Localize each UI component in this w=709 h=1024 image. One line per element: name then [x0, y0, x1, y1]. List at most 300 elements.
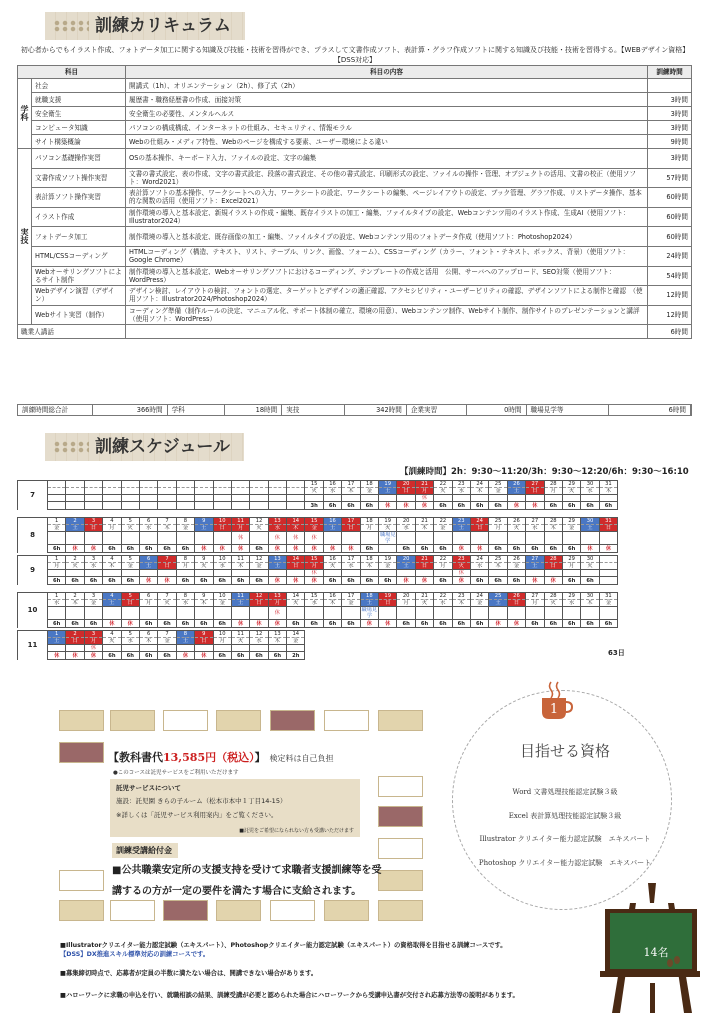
- qualification-item: Word 文書処理技能認定試験３級: [512, 788, 618, 796]
- weekday: 木: [139, 638, 157, 645]
- day-hours: 6h: [139, 652, 157, 660]
- weekday: 金: [507, 563, 525, 570]
- day-hours: 6h: [121, 652, 139, 660]
- day-hours: 休: [526, 577, 544, 585]
- day-hours: [231, 502, 249, 510]
- day-mark: [103, 532, 121, 545]
- weekday: 水: [48, 600, 66, 607]
- benefit-title: 訓練受講給付金: [112, 843, 178, 858]
- day-hours: 6h: [139, 620, 157, 628]
- day-hours: 6h: [599, 620, 617, 628]
- childcare-available-note: ●このコースは託児サービスをご利用いただけます: [113, 770, 239, 776]
- day-number: [176, 481, 194, 488]
- weekday: 火: [507, 525, 525, 532]
- day-number: 19: [379, 518, 397, 525]
- table-row: [18, 79, 692, 93]
- day-number: 15: [305, 481, 323, 488]
- day-hours: 6h: [139, 545, 157, 553]
- day-number: 3: [84, 556, 102, 563]
- day-mark: [195, 532, 213, 545]
- day-number: 27: [526, 593, 544, 600]
- weekday: 土: [360, 600, 378, 607]
- table-row: [18, 188, 692, 208]
- day-number: [599, 556, 617, 563]
- day-number: 2: [66, 518, 84, 525]
- tile: [59, 742, 104, 763]
- weekday: 月: [562, 563, 580, 570]
- day-mark: [176, 645, 194, 652]
- day-hours: [360, 652, 378, 660]
- schedule-section-title: 訓練スケジュール: [45, 433, 244, 461]
- day-number: 10: [213, 518, 231, 525]
- day-hours: 休: [581, 545, 599, 553]
- day-hours: 2h: [287, 652, 305, 660]
- weekday: 木: [470, 488, 488, 495]
- cell-subject: 職業人講話: [18, 325, 126, 339]
- cell-content: パソコンの構成構成、インターネットの仕組み、セキュリティ、情報モラル: [126, 121, 648, 135]
- weekday: 日: [84, 525, 102, 532]
- cell-hours: 3時間: [648, 149, 692, 169]
- weekday: 火: [379, 525, 397, 532]
- cell-content: 履歴書・職務経歴書の作成、面接対策: [126, 93, 648, 107]
- day-number: 9: [195, 518, 213, 525]
- day-mark: [470, 532, 488, 545]
- day-number: 16: [323, 481, 341, 488]
- table-row: [18, 93, 692, 107]
- weekday: 水: [397, 525, 415, 532]
- day-hours: 6h: [581, 620, 599, 628]
- weekday: 月: [544, 488, 562, 495]
- day-hours: [526, 652, 544, 660]
- weekday: 土: [103, 600, 121, 607]
- day-hours: 6h: [323, 502, 341, 510]
- dots-decoration-icon: [53, 20, 89, 32]
- day-number: 6: [139, 593, 157, 600]
- cell-hours: 3時間: [648, 93, 692, 107]
- day-mark: [250, 532, 268, 545]
- day-number: 12: [250, 518, 268, 525]
- day-mark: 職場見学: [379, 532, 396, 544]
- day-mark: [158, 607, 176, 620]
- day-mark: [397, 645, 415, 652]
- day-mark: [213, 532, 231, 545]
- weekday: 木: [287, 525, 305, 532]
- day-number: [526, 631, 544, 638]
- cell-content: 制作環境の導入と基本設定、Webオーサリングソフトにおけるコーディング、テンプレートの作成と活用 公開、サーバへのアップロード、SEO対策（使用ソフト：WordPress）: [126, 266, 648, 286]
- weekday: 日: [121, 600, 139, 607]
- day-mark: [103, 607, 121, 620]
- cell-content: 文書の書式設定、表の作成、文字の書式設定、段落の書式設定、その他の書式設定、印刷形式の設定、ファイルの操作・管理、オブジェクトの活用、文書の校正（使用ソフト：Word2021）: [126, 168, 648, 188]
- weekday: [489, 638, 507, 645]
- day-mark: [268, 495, 286, 502]
- cell-content: 制作環境の導入と基本設定、既存画像の加工・編集、ファイルタイプの設定、Webコンテンツ用のフォトデータ作成（使用ソフト：Photoshop2024）: [126, 227, 648, 247]
- weekday: [48, 488, 66, 495]
- calendar-month-9: [17, 555, 618, 585]
- cell-subject: 文書作成ソフト操作実習: [32, 168, 126, 188]
- day-number: [287, 481, 305, 488]
- weekday: 水: [268, 525, 286, 532]
- day-mark: [121, 607, 139, 620]
- total-value: 0時間: [467, 405, 527, 415]
- cell-hours: 60時間: [648, 227, 692, 247]
- day-hours: 6h: [581, 577, 599, 585]
- day-number: 13: [268, 518, 286, 525]
- month-label: 9: [18, 556, 48, 585]
- day-number: [139, 481, 157, 488]
- weekday: 火: [544, 600, 562, 607]
- day-number: [195, 481, 213, 488]
- day-hours: [84, 502, 102, 510]
- weekday: 日: [599, 525, 617, 532]
- day-mark: [231, 607, 249, 620]
- day-mark: [544, 570, 562, 577]
- day-mark: [562, 607, 580, 620]
- course-intro: 初心者からでもイラスト作成、フォトデータ加工に関する知識及び技能・技術を習得ができ、プラスして文書作成ソフト、表計算・グラフ作成ソフトに関する知識及び技能・技術を習得する。【WEBデザイン資格】【DSS対応】: [20, 46, 690, 64]
- cell-subject: イラスト作成: [32, 207, 126, 227]
- weekday: 日: [342, 525, 360, 532]
- weekday: 木: [360, 563, 378, 570]
- day-mark: [544, 495, 562, 502]
- cell-hours: 57時間: [648, 168, 692, 188]
- day-mark: [231, 495, 249, 502]
- day-hours: [599, 577, 617, 585]
- tile: [378, 838, 423, 859]
- day-mark: [176, 532, 194, 545]
- weekday: 木: [268, 638, 286, 645]
- day-mark: 休: [268, 532, 286, 545]
- cell-subject: 表計算ソフト操作実習: [32, 188, 126, 208]
- day-hours: [379, 652, 397, 660]
- day-mark: [470, 495, 488, 502]
- childcare-place: 施設：託児園 きらの子ルーム（松本市本中１丁目14-15）: [116, 797, 287, 805]
- weekday: 土: [452, 525, 470, 532]
- day-hours: 6h: [158, 652, 176, 660]
- weekday: 月: [360, 525, 378, 532]
- day-hours: 休: [66, 545, 84, 553]
- day-mark: [526, 607, 544, 620]
- day-hours: 休: [452, 577, 470, 585]
- textbook-fee: 【教科書代13,585円（税込）】 検定料は自己負担: [108, 751, 334, 764]
- day-mark: [397, 495, 415, 502]
- day-number: 10: [213, 593, 231, 600]
- tile: [270, 900, 315, 921]
- month-label: 7: [18, 481, 48, 510]
- day-hours: 6h: [452, 620, 470, 628]
- childcare-detail: ※詳しくは「託児サービス利用案内」をご覧ください。: [116, 811, 278, 819]
- day-number: 5: [121, 593, 139, 600]
- tile: [163, 900, 208, 921]
- day-number: 14: [287, 593, 305, 600]
- tile: [59, 710, 104, 731]
- qualification-circle: [452, 690, 672, 910]
- day-mark: [176, 495, 194, 502]
- weekday: 金: [213, 600, 231, 607]
- footer-line-1: ■Illustratorクリエイター能力認定試験（エキスパート）、Photoshopクリエイター能力認定試験（エキスパート）の資格取得を目指せる訓練コースです。 【DSS】DX推進スキル標準対応の訓練コースです。: [60, 942, 507, 958]
- day-number: 11: [231, 593, 249, 600]
- day-hours: 休: [268, 545, 286, 553]
- day-mark: [526, 645, 544, 652]
- table-row: [18, 325, 692, 339]
- cell-hours: 6時間: [648, 325, 692, 339]
- day-hours: 休: [231, 545, 249, 553]
- day-number: 29: [562, 518, 580, 525]
- tile: [216, 900, 261, 921]
- day-mark: 休: [84, 645, 102, 652]
- day-hours: 6h: [158, 545, 176, 553]
- day-number: 7: [158, 593, 176, 600]
- cell-hours: 12時間: [648, 305, 692, 325]
- day-mark: [48, 495, 66, 502]
- day-mark: [66, 645, 84, 652]
- weekday: 水: [305, 600, 323, 607]
- table-row: [18, 227, 692, 247]
- weekday: 火: [415, 600, 433, 607]
- table-row: [18, 107, 692, 121]
- day-mark: [544, 532, 562, 545]
- day-number: 24: [470, 481, 488, 488]
- weekday: [415, 638, 433, 645]
- weekday: [397, 638, 415, 645]
- day-number: 22: [434, 518, 452, 525]
- day-hours: [213, 502, 231, 510]
- total-item: [18, 405, 168, 415]
- weekday: 火: [305, 488, 323, 495]
- tile: [378, 900, 423, 921]
- cell-subject: HTML/CSSコーディング: [32, 246, 126, 266]
- tile: [324, 900, 369, 921]
- day-hours: 6h: [250, 545, 268, 553]
- day-mark: [139, 607, 157, 620]
- weekday: 金: [562, 525, 580, 532]
- day-mark: [323, 532, 341, 545]
- day-mark: 休: [305, 532, 323, 545]
- day-mark: [158, 532, 176, 545]
- day-number: 23: [452, 481, 470, 488]
- day-mark: [103, 495, 121, 502]
- day-mark: [103, 570, 121, 577]
- day-number: [213, 481, 231, 488]
- day-hours: [415, 652, 433, 660]
- weekday: 木: [231, 563, 249, 570]
- weekday: 月: [213, 638, 231, 645]
- curriculum-table: [17, 65, 692, 339]
- weekday: 日: [250, 600, 268, 607]
- cell-hours: 3時間: [648, 121, 692, 135]
- weekday: 金: [599, 600, 617, 607]
- calendar-month-7: [17, 480, 618, 510]
- day-hours: 6h: [195, 620, 213, 628]
- day-number: 24: [470, 593, 488, 600]
- tile: [378, 806, 423, 827]
- day-number: [66, 481, 84, 488]
- day-mark: 職場見学: [361, 607, 378, 619]
- day-hours: 6h: [176, 620, 194, 628]
- day-mark: 休: [415, 495, 433, 502]
- day-hours: 6h: [397, 545, 415, 553]
- weekday: 火: [323, 563, 341, 570]
- day-number: [158, 481, 176, 488]
- day-hours: 6h: [434, 502, 452, 510]
- day-mark: [360, 532, 378, 545]
- day-number: 26: [507, 518, 525, 525]
- weekday: 日: [66, 638, 84, 645]
- weekday: [562, 638, 580, 645]
- weekday: [342, 638, 360, 645]
- table-row: [18, 121, 692, 135]
- day-mark: [287, 645, 305, 652]
- day-hours: 6h: [562, 502, 580, 510]
- total-value: 18時間: [225, 405, 282, 415]
- day-hours: [66, 502, 84, 510]
- weekday: 日: [379, 600, 397, 607]
- day-mark: [121, 532, 139, 545]
- day-hours: [581, 652, 599, 660]
- day-mark: [397, 570, 415, 577]
- day-mark: [360, 495, 378, 502]
- weekday: 木: [342, 488, 360, 495]
- weekday: 水: [323, 488, 341, 495]
- day-hours: 休: [507, 620, 525, 628]
- day-hours: 6h: [342, 502, 360, 510]
- weekday: 土: [139, 563, 157, 570]
- day-mark: [268, 570, 286, 577]
- day-number: 20: [397, 518, 415, 525]
- day-number: 5: [121, 631, 139, 638]
- tile: [216, 710, 261, 731]
- day-hours: 6h: [470, 577, 488, 585]
- day-number: 13: [268, 556, 286, 563]
- tile: [163, 710, 208, 731]
- qualification-item: Excel 表計算処理技能認定試験３級: [508, 812, 622, 820]
- day-hours: 休: [323, 545, 341, 553]
- day-hours: 6h: [489, 502, 507, 510]
- month-label: 8: [18, 518, 48, 553]
- weekday: 土: [66, 525, 84, 532]
- day-number: [544, 631, 562, 638]
- day-number: 30: [581, 556, 599, 563]
- day-number: 15: [305, 518, 323, 525]
- day-hours: 休: [379, 502, 397, 510]
- day-number: 26: [507, 481, 525, 488]
- weekday: 水: [562, 600, 580, 607]
- weekday: [599, 563, 617, 570]
- total-item: [282, 405, 407, 415]
- day-hours: 休: [158, 577, 176, 585]
- day-number: 9: [195, 556, 213, 563]
- weekday: 水: [434, 600, 452, 607]
- day-hours: 休: [103, 620, 121, 628]
- day-number: 28: [544, 518, 562, 525]
- day-hours: [470, 652, 488, 660]
- day-number: 9: [195, 631, 213, 638]
- day-number: [103, 481, 121, 488]
- day-mark: [342, 570, 360, 577]
- total-label: 職場見学等: [526, 405, 608, 415]
- day-hours: 6h: [103, 652, 121, 660]
- weekday: 木: [158, 525, 176, 532]
- day-hours: [268, 502, 286, 510]
- day-hours: 休: [305, 577, 323, 585]
- day-hours: [323, 652, 341, 660]
- weekday: [379, 638, 397, 645]
- day-mark: [231, 645, 249, 652]
- day-number: 12: [250, 593, 268, 600]
- day-mark: [526, 570, 544, 577]
- day-number: 24: [470, 556, 488, 563]
- day-hours: 休: [379, 620, 397, 628]
- tile: [378, 870, 423, 891]
- day-number: 2: [66, 631, 84, 638]
- tile: [59, 870, 104, 891]
- weekday: 火: [581, 563, 599, 570]
- day-mark: [415, 532, 433, 545]
- day-number: 19: [379, 481, 397, 488]
- day-mark: [562, 645, 580, 652]
- weekday: 金: [48, 525, 66, 532]
- day-hours: 6h: [195, 577, 213, 585]
- weekday: 月: [176, 563, 194, 570]
- day-number: 22: [434, 481, 452, 488]
- cell-content: 表計算ソフトの基本操作、ワークシートへの入力、ワークシートの設定、ワークシートの編集、ページレイアウトの設定、ブック管理、グラフ作成、リストデータ操作、基本的な関数の活用（使用ソフト：Excel2021）: [126, 188, 648, 208]
- footer-line-2: ■募集締切時点で、応募者が定員の半数に満たない場合は、開講できない場合があります。: [60, 970, 318, 977]
- weekday: 土: [323, 525, 341, 532]
- weekday: [176, 488, 194, 495]
- coffee-cup-icon: [537, 680, 573, 720]
- day-hours: 休: [287, 545, 305, 553]
- weekday: 月: [48, 563, 66, 570]
- day-number: [581, 631, 599, 638]
- tile: [110, 900, 155, 921]
- day-number: [84, 481, 102, 488]
- header-hours: 訓練時間: [648, 66, 692, 79]
- weekday: 木: [66, 600, 84, 607]
- day-number: 4: [103, 631, 121, 638]
- weekday: [599, 638, 617, 645]
- day-mark: [581, 607, 599, 620]
- table-row: [18, 266, 692, 286]
- weekday: 木: [323, 600, 341, 607]
- weekday: 水: [581, 488, 599, 495]
- day-hours: 6h: [434, 620, 452, 628]
- day-mark: [323, 607, 341, 620]
- childcare-box: [110, 779, 360, 837]
- childcare-small-note: ■託児をご希望になられない方も受講いただけます: [239, 828, 354, 834]
- weekday: 日: [213, 525, 231, 532]
- day-mark: [581, 645, 599, 652]
- day-hours: 6h: [66, 577, 84, 585]
- tile: [270, 710, 315, 731]
- weekday: 火: [121, 525, 139, 532]
- day-number: 17: [342, 518, 360, 525]
- cell-content: デザイン検討、レイアウトの検討、フォントの選定、ターゲットとデザインの適正確認、アクセシビリティ・ユーザービリティの確認、デザインソフトによる制作と確認 （使用ソフト：Illustrator2024/Photoshop2024）: [126, 286, 648, 306]
- day-mark: [581, 495, 599, 502]
- day-number: 23: [452, 593, 470, 600]
- day-mark: [195, 495, 213, 502]
- day-mark: [66, 532, 84, 545]
- day-number: 12: [250, 556, 268, 563]
- day-number: 8: [176, 593, 194, 600]
- day-number: 7: [158, 631, 176, 638]
- day-number: 21: [415, 518, 433, 525]
- header-content: 科目の内容: [126, 66, 648, 79]
- day-hours: [562, 652, 580, 660]
- day-mark: [379, 570, 397, 577]
- weekday: 月: [231, 525, 249, 532]
- day-number: 17: [342, 556, 360, 563]
- day-hours: [139, 502, 157, 510]
- weekday: 木: [489, 563, 507, 570]
- day-number: 16: [323, 556, 341, 563]
